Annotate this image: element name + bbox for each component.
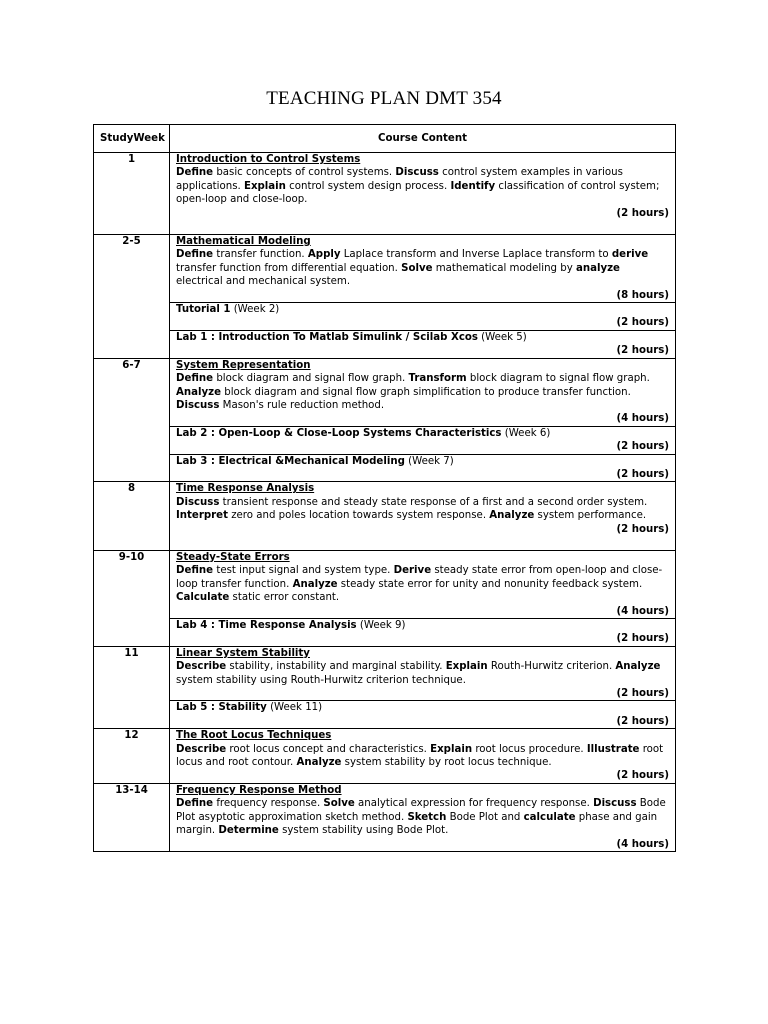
action-verb: Sketch: [407, 811, 447, 823]
course-content-cell: [170, 358, 676, 426]
activity-week-note: (Week 11): [266, 702, 323, 714]
topic-title: Introduction to Control Systems: [176, 154, 361, 165]
hours-label: (2 hours): [616, 468, 669, 480]
table-row: [94, 701, 676, 729]
topic-description: [176, 497, 647, 521]
description-text: system stability using Bode Plot.: [278, 825, 449, 837]
hours-label: (2 hours): [616, 441, 669, 453]
table-row: [94, 646, 676, 701]
hours-label: (2 hours): [616, 523, 669, 535]
description-text: block diagram and signal flow graph simplification to produce transfer function.: [220, 386, 631, 398]
description-text: basic concepts of control systems.: [213, 167, 396, 179]
topic-title: Time Response Analysis: [176, 483, 315, 495]
description-text: Routh-Hurwitz criterion.: [487, 661, 616, 673]
course-content-cell: [170, 729, 676, 784]
topic-title: Mathematical Modeling: [176, 236, 311, 248]
action-verb: Derive: [393, 565, 432, 577]
hours-label: (8 hours): [616, 289, 669, 301]
action-verb: derive: [611, 249, 649, 261]
table-row: [94, 153, 676, 235]
action-verb: Define: [176, 249, 214, 261]
description-text: frequency response.: [213, 798, 324, 810]
activity-label: Lab 4 : Time Response Analysis: [176, 620, 357, 631]
study-week-cell: 1: [94, 153, 170, 235]
topic-description: [176, 373, 650, 411]
action-verb: Define: [176, 798, 214, 810]
hours-label: (2 hours): [616, 770, 669, 782]
hours-label: (2 hours): [616, 207, 669, 219]
table-row: [94, 619, 676, 647]
description-text: analytical expression for frequency response.: [354, 798, 594, 810]
spacer: [176, 536, 669, 550]
description-text: test input signal and system type.: [213, 565, 394, 577]
description-text: control system design process.: [285, 180, 451, 192]
activity-cell: [170, 454, 676, 482]
teaching-plan-table: [93, 124, 676, 852]
activity-cell: [170, 701, 676, 729]
course-content-cell: [170, 550, 676, 618]
hours-label: (2 hours): [616, 688, 669, 700]
action-verb: Analyze: [615, 661, 661, 673]
description-text: static error constant.: [229, 592, 340, 604]
topic-title: Frequency Response Method: [176, 784, 342, 796]
hours-label: (4 hours): [616, 838, 669, 850]
topic-title: Steady-State Errors: [176, 551, 290, 563]
description-text: mathematical modeling by: [432, 262, 576, 274]
topic-description: [176, 167, 659, 205]
study-week-cell: 13-14: [94, 783, 170, 851]
course-content-cell: [170, 482, 676, 551]
table-row: [94, 358, 676, 426]
study-week-cell: 8: [94, 482, 170, 551]
action-verb: Discuss: [593, 798, 637, 810]
action-verb: Explain: [430, 743, 473, 755]
action-verb: Analyze: [176, 386, 221, 398]
action-verb: Explain: [445, 661, 488, 673]
table-row: [94, 729, 676, 784]
action-verb: Determine: [218, 825, 279, 837]
description-text: transfer function from differential equation.: [176, 262, 402, 274]
study-week-cell: 11: [94, 646, 170, 728]
description-text: Mason's rule reduction method.: [219, 399, 385, 411]
study-week-cell: 2-5: [94, 235, 170, 359]
activity-week-note: (Week 6): [501, 427, 551, 439]
study-week-cell: 6-7: [94, 358, 170, 482]
activity-label: Lab 2 : Open-Loop & Close-Loop Systems Characteristics: [176, 427, 502, 439]
page-title: TEACHING PLAN DMT 354: [266, 88, 502, 109]
description-text: root locus concept and characteristics.: [226, 743, 431, 755]
action-verb: Define: [176, 373, 214, 385]
hours-label: (2 hours): [616, 317, 669, 329]
header-study-week: StudyWeek: [94, 125, 170, 153]
action-verb: Analyze: [296, 757, 342, 769]
action-verb: Apply: [307, 249, 341, 261]
activity-label: Lab 5 : Stability: [176, 702, 267, 714]
description-text: control system examples in various applications.: [176, 167, 623, 192]
description-text: root locus and root contour.: [176, 743, 664, 769]
description-text: transfer function.: [213, 249, 308, 261]
description-text: block diagram and signal flow graph.: [213, 373, 409, 385]
activity-cell: [170, 303, 676, 331]
description-text: electrical and mechanical system.: [176, 276, 351, 288]
course-content-cell: [170, 783, 676, 851]
activity-label: Lab 3 : Electrical &Mechanical Modeling: [176, 455, 405, 467]
description-text: steady state error for unity and nonunity feedback system.: [337, 578, 643, 590]
action-verb: calculate: [523, 811, 576, 823]
action-verb: Illustrate: [586, 743, 640, 755]
activity-cell: [170, 330, 676, 358]
action-verb: Discuss: [176, 496, 220, 508]
hours-label: (2 hours): [616, 345, 669, 357]
table-row: [94, 783, 676, 851]
activity-week-note: (Week 7): [404, 455, 454, 467]
action-verb: Discuss: [176, 399, 220, 411]
course-content-cell: [170, 646, 676, 701]
hours-label: (2 hours): [616, 633, 669, 645]
header-course-content: Course Content: [170, 125, 676, 153]
course-content-cell: [170, 235, 676, 303]
activity-week-note: (Week 9): [356, 620, 406, 631]
study-week-cell: 12: [94, 729, 170, 784]
description-text: steady state error from open-loop and close-loop transfer function.: [176, 565, 663, 590]
table-row: [94, 426, 676, 454]
activity-week-note: (Week 5): [477, 331, 527, 343]
description-text: Bode Plot and: [446, 811, 524, 823]
topic-description: [176, 249, 648, 287]
action-verb: Analyze: [489, 510, 535, 522]
action-verb: Solve: [401, 262, 433, 274]
topic-title: The Root Locus Techniques: [176, 730, 332, 742]
activity-cell: [170, 619, 676, 647]
table-row: [94, 482, 676, 551]
hours-label: (4 hours): [616, 605, 669, 617]
table-row: [94, 235, 676, 303]
study-week-cell: 9-10: [94, 550, 170, 646]
description-text: system stability using Routh-Hurwitz criterion technique.: [176, 674, 466, 686]
description-text: block diagram to signal flow graph.: [466, 373, 650, 385]
description-text: stability, instability and marginal stability.: [226, 661, 446, 673]
description-text: Laplace transform and Inverse Laplace transform to: [340, 249, 612, 261]
activity-week-note: (Week 2): [230, 304, 280, 316]
table-row: [94, 454, 676, 482]
topic-description: [176, 798, 666, 836]
table-header-row: [94, 125, 676, 153]
topic-description: [176, 565, 662, 603]
activity-label: Tutorial 1: [176, 304, 231, 316]
description-text: system stability by root locus technique.: [341, 757, 552, 769]
topic-title: System Representation: [176, 359, 311, 371]
description-text: classification of control system; open-loop and close-loop.: [176, 180, 660, 206]
action-verb: Transform: [408, 373, 467, 385]
spacer: [176, 220, 669, 234]
action-verb: Identify: [450, 180, 496, 192]
topic-description: [176, 661, 660, 685]
description-text: phase and gain margin.: [176, 811, 658, 837]
action-verb: Analyze: [292, 578, 338, 590]
table-row: [94, 330, 676, 358]
action-verb: Describe: [176, 743, 227, 755]
topic-title: Linear System Stability: [176, 647, 310, 659]
description-text: Bode Plot asyptotic approximation sketch method.: [176, 798, 666, 823]
topic-description: [176, 744, 663, 768]
action-verb: Discuss: [395, 167, 439, 179]
hours-label: (2 hours): [616, 715, 669, 727]
description-text: zero and poles location towards system response.: [227, 510, 490, 522]
action-verb: Calculate: [176, 592, 230, 604]
table-body: [94, 153, 676, 852]
action-verb: analyze: [575, 262, 620, 274]
activity-label: Lab 1 : Introduction To Matlab Simulink / Scilab Xcos: [176, 331, 478, 343]
action-verb: Describe: [176, 661, 227, 673]
action-verb: Define: [176, 565, 214, 577]
activity-cell: [170, 426, 676, 454]
action-verb: Explain: [243, 180, 286, 192]
action-verb: Solve: [323, 798, 355, 810]
table-row: [94, 303, 676, 331]
description-text: transient response and steady state response of a first and a second order system.: [219, 496, 648, 508]
table-row: [94, 550, 676, 618]
description-text: root locus procedure.: [472, 743, 587, 755]
description-text: system performance.: [534, 510, 647, 522]
course-content-cell: [170, 153, 676, 235]
hours-label: (4 hours): [616, 413, 669, 425]
action-verb: Interpret: [176, 510, 228, 522]
action-verb: Define: [176, 167, 214, 179]
